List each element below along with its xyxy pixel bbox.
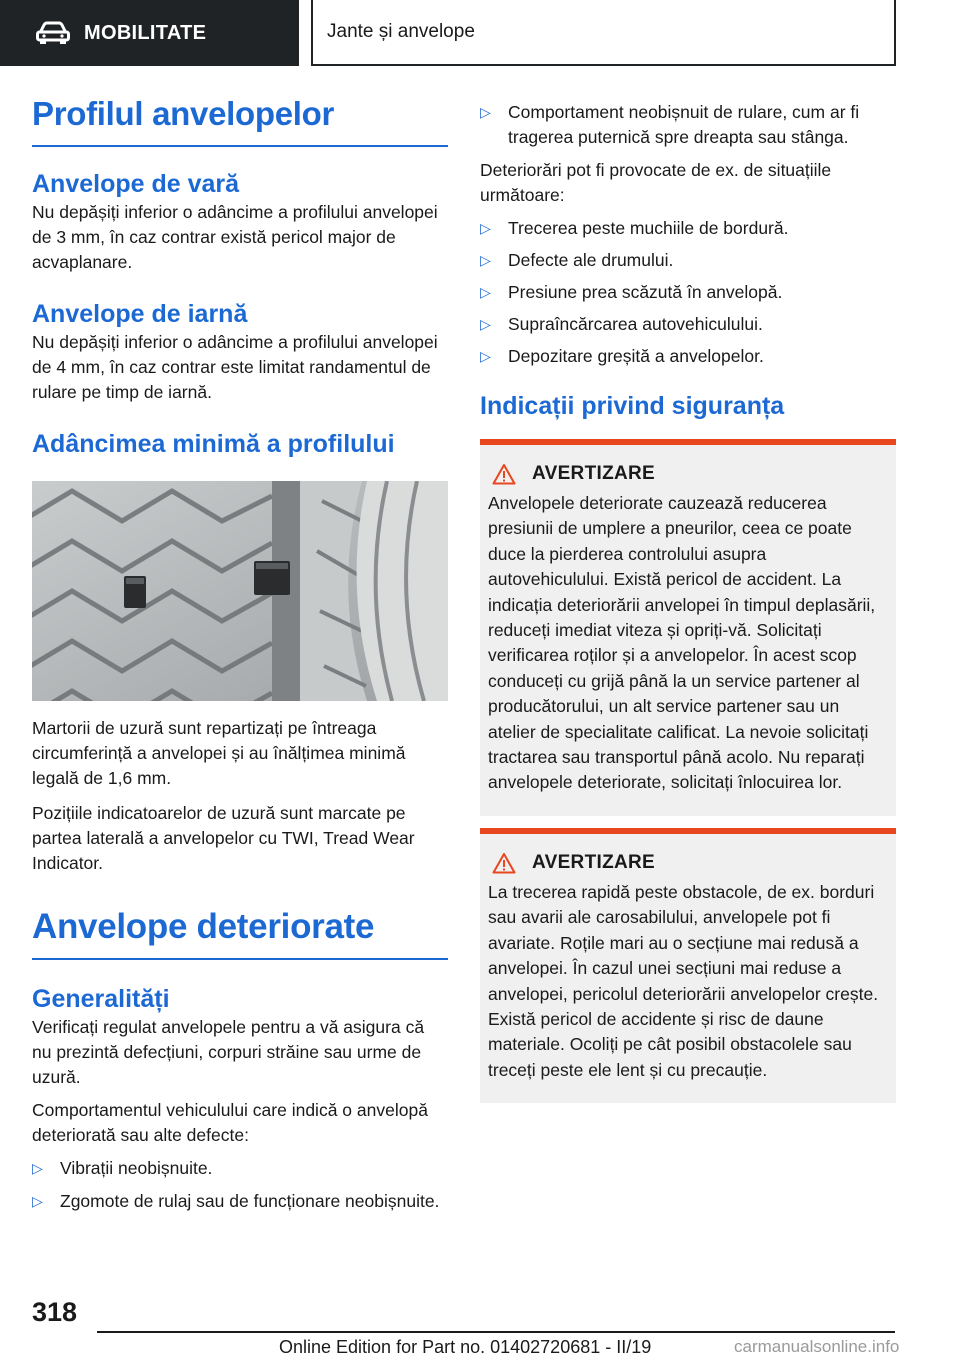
page-number: 318 — [32, 1297, 78, 1327]
warning-title: AVERTIZARE — [492, 852, 888, 874]
list-item: ▷ Supraîncărcarea autovehiculului. — [480, 312, 896, 337]
warning-box — [480, 828, 896, 1103]
warning-text: Anvelopele deteriorate cauzează reducerea presiunii de umplere a pneurilor, ceea ce poate duce la pierderea controlului asupra autovehiculului. Există pericol de accident. La indicația deteriorării anvelopei în timpul deplasării, reduceți imediat viteza și opriți-vă. Solicitați verificarea roților și a anvelopelor. În acest scop conduceți cu grijă până la un service partener al producătorului, un alt service partener sau un atelier de specialitate calificat. La nevoie solicitați tractarea sau transportul până acolo. Nu reparați anvelopele deteriorate, solicitați înlocuirea lor. — [488, 493, 876, 793]
chapter-label: Jante și anvelope — [327, 21, 475, 42]
section-tab — [0, 0, 299, 66]
chapter-tab — [311, 0, 896, 66]
edition-info: Online Edition for Part no. 01402720681 - II/19 — [279, 1337, 652, 1357]
wear-indicator-text-1: Martorii de uzură sunt repartizați pe întreaga circumferință a anvelopei și au înălțimea minimă legală de 1,6 mm. — [32, 717, 406, 788]
triangle-bullet-icon: ▷ — [480, 316, 491, 332]
triangle-bullet-icon: ▷ — [480, 348, 491, 364]
triangle-bullet-icon: ▷ — [480, 104, 491, 120]
title-damaged: Anvelope deteriorate — [32, 906, 375, 946]
damaged-rule — [32, 958, 448, 960]
heading-general: Generalități — [32, 984, 170, 1013]
general-text-2: Comportamentul vehiculului care indică o anvelopă deteriorată sau alte defecte: — [32, 1099, 428, 1145]
winter-text: Nu depășiți inferior o adâncime a profilului anvelopei de 4 mm, în caz contrar este limitat randamentul de rulare pe timp de iarnă. — [32, 331, 438, 402]
list-item: ▷ Zgomote de rulaj sau de funcționare neobișnuite. — [32, 1189, 448, 1214]
warning-title: AVERTIZARE — [492, 463, 888, 485]
right-column — [480, 100, 896, 1103]
list-item: ▷ Depozitare greșită a anvelopelor. — [480, 344, 896, 369]
footer-rule — [97, 1331, 895, 1333]
warning-box — [480, 439, 896, 816]
summer-text: Nu depășiți inferior o adâncime a profilului anvelopei de 3 mm, în caz contrar există pericol major de acvaplanare. — [32, 201, 438, 272]
car-icon — [36, 21, 70, 45]
title-rule — [32, 145, 448, 147]
left-column — [32, 96, 448, 1214]
list-item: ▷ Vibrații neobișnuite. — [32, 1156, 448, 1181]
heading-min-depth: Adâncimea minimă a profilului — [32, 429, 395, 458]
warning-text: La trecerea rapidă peste obstacole, de ex. borduri sau avarii ale carosabilului, anvelopele pot fi avariate. Roțile mari au o secțiune mai redusă a anvelopei. În cazul unei secțiuni mai reduse a anvelopei, pericolul deteriorării anvelopelor crește. Există pericol de accidente și risc de daune materiale. Ocoliți pe cât posibil obstacolele sau treceți peste ele lent și cu precauție. — [488, 881, 879, 1080]
wear-indicator-text-2: Pozițiile indicatoarelor de uzură sunt marcate pe partea laterală a anvelopelor cu TWI, Tread Wear Indicator. — [32, 802, 415, 873]
damage-causes-text: Deteriorări pot fi provocate de ex. de situațiile următoare: — [480, 160, 832, 205]
triangle-bullet-icon: ▷ — [32, 1192, 43, 1209]
triangle-bullet-icon: ▷ — [480, 252, 491, 268]
list-item: ▷ Presiune prea scăzută în anvelopă. — [480, 280, 896, 305]
heading-summer: Anvelope de vară — [32, 169, 240, 198]
list-item: ▷ Comportament neobișnuit de rulare, cum ar fi tragerea puternică spre dreapta sau stânga. — [480, 100, 896, 150]
general-text-1: Verificați regulat anvelopele pentru a vă asigura că nu prezintă defecțiuni, corpuri străine sau urme de uzură. — [32, 1016, 425, 1087]
triangle-bullet-icon: ▷ — [32, 1159, 43, 1176]
list-item: ▷ Trecerea peste muchiile de bordură. — [480, 216, 896, 241]
triangle-bullet-icon: ▷ — [480, 284, 491, 300]
list-item: ▷ Defecte ale drumului. — [480, 248, 896, 273]
section-label: MOBILITATE — [84, 21, 207, 44]
title-tread: Profilul anvelopelor — [32, 95, 335, 132]
triangle-bullet-icon: ▷ — [480, 220, 491, 236]
heading-winter: Anvelope de iarnă — [32, 299, 248, 328]
warning-triangle-icon — [492, 852, 516, 874]
watermark: carmanualsonline.info — [734, 1337, 900, 1356]
heading-safety: Indicații privind siguranța — [480, 392, 785, 420]
tire-tread-illustration — [32, 481, 448, 701]
tread-wear-photo — [32, 481, 448, 701]
warning-triangle-icon — [492, 463, 516, 485]
